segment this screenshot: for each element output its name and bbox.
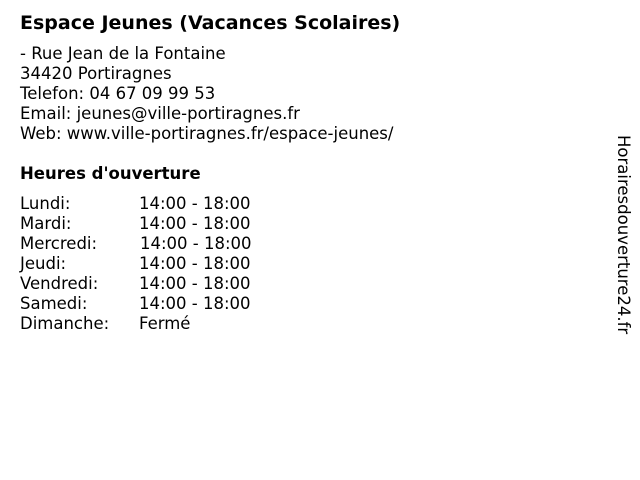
hours-day: Lundi: bbox=[20, 194, 71, 213]
hours-time: 14:00 - 18:00 bbox=[139, 194, 251, 213]
hours-table bbox=[20, 194, 252, 334]
hours-day: Vendredi: bbox=[20, 274, 99, 293]
page-title: Espace Jeunes (Vacances Scolaires) bbox=[20, 12, 401, 34]
address-city: 34420 Portiragnes bbox=[20, 64, 172, 83]
hours-row-friday bbox=[20, 274, 252, 294]
hours-day: Dimanche: bbox=[20, 314, 110, 333]
hours-row-tuesday bbox=[20, 214, 252, 234]
address-web: Web: www.ville-portiragnes.fr/espace-jeunes/ bbox=[20, 124, 394, 143]
hours-day: Samedi: bbox=[20, 294, 88, 313]
hours-row-thursday bbox=[20, 254, 252, 274]
hours-row-monday bbox=[20, 194, 252, 214]
hours-row-saturday bbox=[20, 294, 252, 314]
hours-heading: Heures d'ouverture bbox=[20, 164, 201, 183]
address-phone: Telefon: 04 67 09 99 53 bbox=[20, 84, 216, 103]
hours-time: 14:00 - 18:00 bbox=[139, 294, 251, 313]
hours-time: 14:00 - 18:00 bbox=[140, 234, 252, 253]
site-watermark: Horairesdouverture24.fr bbox=[614, 135, 633, 335]
hours-time: 14:00 - 18:00 bbox=[139, 254, 251, 273]
hours-time: Fermé bbox=[139, 314, 191, 333]
hours-day: Mardi: bbox=[20, 214, 72, 233]
address-email: Email: jeunes@ville-portiragnes.fr bbox=[20, 104, 300, 123]
hours-day: Mercredi: bbox=[20, 234, 98, 253]
hours-time: 14:00 - 18:00 bbox=[139, 214, 251, 233]
address-block bbox=[20, 44, 393, 144]
hours-time: 14:00 - 18:00 bbox=[139, 274, 251, 293]
hours-row-wednesday bbox=[20, 234, 252, 254]
address-street: - Rue Jean de la Fontaine bbox=[20, 44, 226, 63]
hours-row-sunday bbox=[20, 314, 252, 334]
hours-day: Jeudi: bbox=[20, 254, 67, 273]
